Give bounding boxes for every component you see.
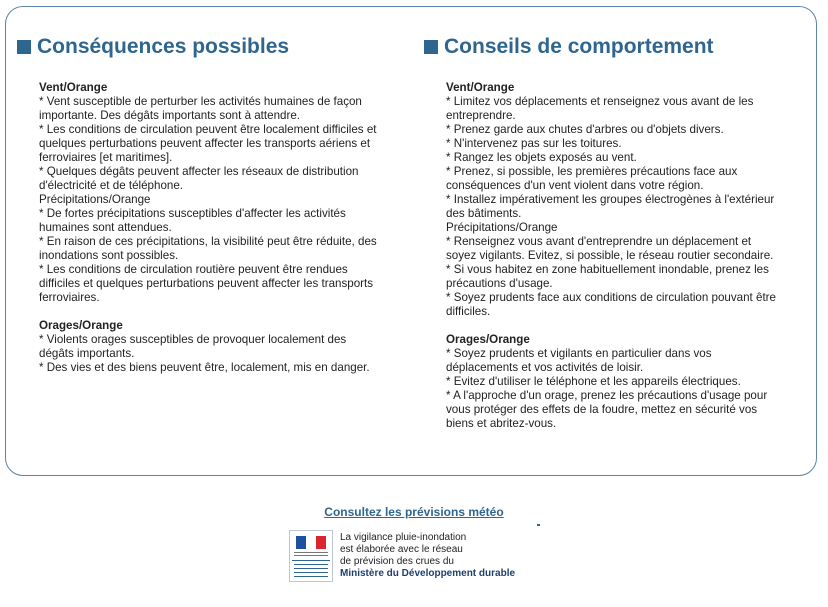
text-line: difficiles et quelques perturbations peuvent affecter les transports [39,277,374,290]
text-line: * Installez impérativement les groupes électrogènes à l'extérieur [446,193,775,206]
text-line: ferroviaires. [39,291,100,304]
section-gap [39,305,397,319]
credit-text [340,532,550,580]
text-line: * Les conditions de circulation routière peuvent être rendues [39,263,348,276]
forecast-link[interactable]: Consultez les prévisions météo [324,505,504,519]
logo-separator [292,560,330,561]
advice-body [424,81,794,431]
text-line: * De fortes précipitations susceptibles d'affecter les activités [39,207,346,220]
credit-line: est élaborée avec le réseau [340,544,463,555]
text-line: inondations sont possibles. [39,249,179,262]
consequences-body [17,81,397,375]
credit-line: La vigilance pluie-inondation [340,532,467,543]
consequences-title-text: Conséquences possibles [37,35,290,58]
republique-francaise-logo [289,530,333,582]
text-line: * A l'approche d'un orage, prenez les précautions d'usage pour [446,389,768,402]
consequences-column [17,35,397,375]
advice-title-text: Conseils de comportement [444,35,714,58]
text-line: conséquences d'un vent violent dans votre région. [446,179,704,192]
text-line: soyez vigilants. Evitez, si possible, le réseau routier secondaire. [446,249,774,262]
text-line: dégâts importants. [39,347,135,360]
section-heading: Orages/Orange [446,333,530,346]
info-panel [5,6,817,476]
text-line: * Soyez prudents et vigilants en particulier dans vos [446,347,712,360]
text-line: Précipitations/Orange [39,193,151,206]
text-line: * Si vous habitez en zone habituellement inondable, prenez les [446,263,769,276]
text-line: * N'intervenez pas sur les toitures. [446,137,622,150]
text-line: précautions d'usage. [446,277,553,290]
text-line: * Prenez garde aux chutes d'arbres ou d'objets divers. [446,123,724,136]
square-bullet-icon [424,40,438,54]
text-line: * Evitez d'utiliser le téléphone et les appareils électriques. [446,375,741,388]
text-line: * Vent susceptible de perturber les activités humaines de façon [39,95,362,108]
logo-motto-lines [294,552,328,558]
text-line: d'électricité et de téléphone. [39,179,184,192]
section-heading: Vent/Orange [446,81,515,94]
text-line: * Quelques dégâts peuvent affecter les réseaux de distribution [39,165,359,178]
text-line: * Renseignez vous avant d'entreprendre un déplacement et [446,235,752,248]
ministry-name: Ministère du Développement durable [340,568,516,579]
text-line: * Rangez les objets exposés au vent. [446,151,637,164]
consequences-title [17,35,397,59]
flag-red-band [316,536,326,549]
text-line: des bâtiments. [446,207,522,220]
text-line: difficiles. [446,305,491,318]
credit-block [289,530,549,586]
text-line: entreprendre. [446,109,516,122]
text-line: * Violents orages susceptibles de provoquer localement des [39,333,347,346]
text-line: ferroviaires [et maritimes]. [39,151,173,164]
credit-line: de prévision des crues du [340,556,454,567]
advice-column [424,35,794,431]
section-heading: Vent/Orange [39,81,108,94]
section-gap [446,319,794,333]
text-line: biens et abritez-vous. [446,417,557,430]
text-line: importante. Des dégâts importants sont à attendre. [39,109,301,122]
text-line: * Limitez vos déplacements et renseignez vous avant de les [446,95,754,108]
text-line: humaines sont attendues. [39,221,172,234]
square-bullet-icon [17,40,31,54]
text-line: déplacements et vos activités de loisir. [446,361,644,374]
text-line: Précipitations/Orange [446,221,558,234]
section-heading: Orages/Orange [39,319,123,332]
flag-white-band [306,536,316,549]
text-line: quelques perturbations peuvent affecter les transports aériens et [39,137,371,150]
text-line: * Soyez prudents face aux conditions de circulation pouvant être [446,291,776,304]
text-line: * Des vies et des biens peuvent être, localement, mis en danger. [39,361,370,374]
flag-blue-band [296,536,306,549]
text-line: * En raison de ces précipitations, la visibilité peut être réduite, des [39,235,377,248]
logo-ministry-lines [294,564,328,580]
text-line: * Les conditions de circulation peuvent être localement difficiles et [39,123,377,136]
text-line: * Prenez, si possible, les premières précautions face aux [446,165,738,178]
flag-icon [296,536,326,549]
text-line: vous protéger des effets de la foudre, mettez en sécurité vos [446,403,758,416]
advice-title [424,35,794,59]
decorative-dot [537,524,540,526]
